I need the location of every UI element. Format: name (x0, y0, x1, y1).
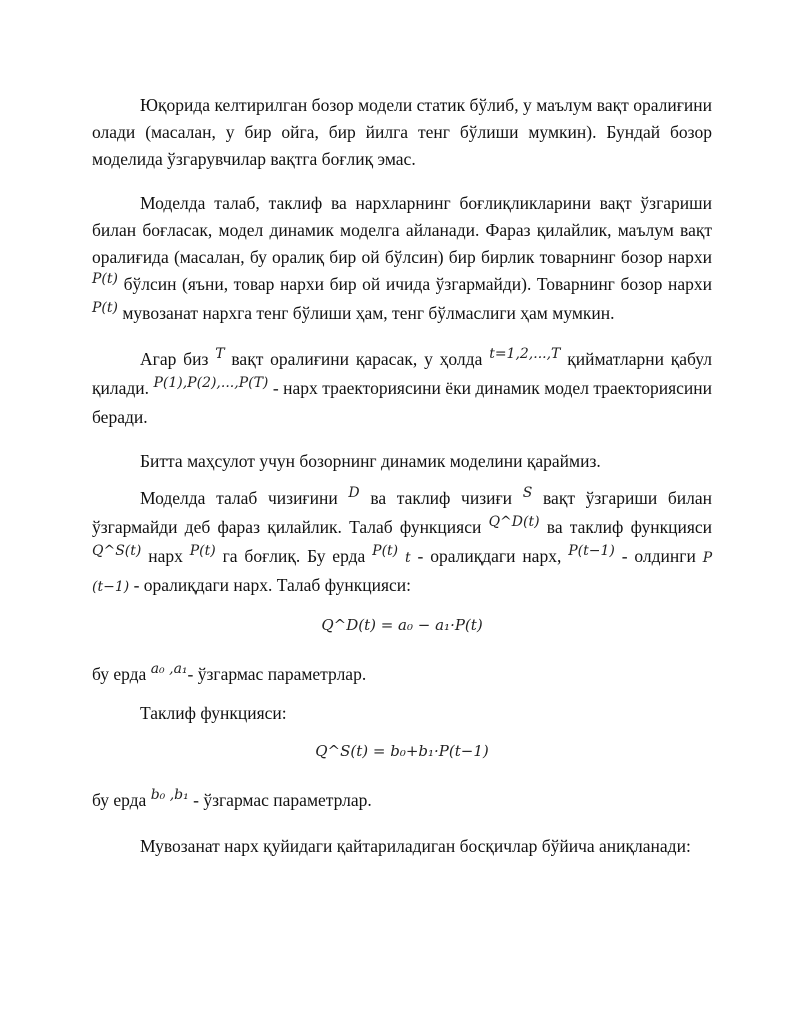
paragraph-equilibrium-steps: Мувозанат нарх қуйидаги қайтариладиган босқичлар бўйича аниқланади: (140, 836, 691, 856)
text: - олдинги (621, 546, 696, 566)
paragraph-demand-supply (92, 485, 712, 601)
math-params-b: b₀ ,b₁ (150, 787, 189, 803)
math-price-p-t: P(t) (92, 300, 118, 316)
text: Агар биз (140, 349, 209, 369)
math-t-minus-1: (t−1) (92, 579, 130, 595)
paragraph-dynamic-model (92, 190, 712, 329)
text: ва таклиф чизиғи (370, 488, 513, 508)
math-price-trajectory: P(1),P(2),...,P(T) (153, 375, 269, 391)
text: вақт ўзгариши билан ўзгармайди деб фараз қилайлик. Талаб функцияси (92, 488, 713, 537)
math-price-p-t: P(t) (189, 543, 216, 559)
text: - ўзгармас параметрлар. (187, 664, 367, 684)
math-price-p-t: P(t) (92, 271, 118, 287)
text: бу ерда (92, 790, 147, 810)
text: - нарх траекториясини ёки динамик модел траекториясини беради. (92, 378, 713, 427)
math-price-p-t: P(t) (372, 543, 399, 559)
paragraph-single-product: Битта маҳсулот учун бозорнинг динамик моделини қараймиз. (140, 451, 601, 471)
math-t: t (405, 550, 411, 566)
paragraph-static-model: Юқорида келтирилган бозор модели статик бўлиб, у маълум вақт оралиғини олади (масалан, у бир ойга, бир йилга тенг бўлиши мумкин). Бундай бозор моделида ўзгарувчилар вақтга боғлиқ эмас. (92, 95, 712, 169)
text: - оралиқдаги нарх. Талаб функцияси: (133, 575, 412, 595)
text: ва таклиф функцияси (546, 517, 713, 537)
document-page (92, 92, 712, 877)
text: бу ерда (92, 664, 147, 684)
paragraph-trajectory (92, 346, 712, 431)
math-demand-d: D (348, 485, 360, 501)
text: нарх (148, 546, 183, 566)
math-price-prev: P(t−1) (568, 543, 615, 559)
text: вақт оралиғини қарасак, у ҳолда (231, 349, 483, 369)
text: қийматларни қабул қилади. (92, 349, 713, 398)
paragraph-supply-heading: Таклиф функцияси: (140, 703, 287, 723)
math-supply-s: S (522, 485, 533, 501)
paragraph-demand-params (92, 661, 712, 690)
math-period-t: T (215, 346, 225, 362)
text: бўлсин (яъни, товар нархи бир ой ичида ўзгармайди). Товарнинг бозор нархи (123, 274, 713, 294)
equation-supply (92, 737, 712, 767)
text: Моделда талаб чизиғини (140, 488, 338, 508)
math-supply-equation: Q^S(t) = b₀+b₁·P(t−1) (315, 742, 489, 760)
math-params-a: a₀ ,a₁ (150, 661, 188, 677)
text: Моделда талаб, таклиф ва нархларнинг боғлиқликларини вақт ўзгариши билан боғласак, модел динамик моделга айланади. Фараз қилайлик, маълум вақт оралиғида (масалан, бу оралиқ бир ой бўлсин) бир бирлик товарнинг бозор нархи (92, 193, 712, 267)
math-supply-function: Q^S(t) (92, 543, 142, 559)
math-p: P (702, 550, 713, 566)
math-demand-function: Q^D(t) (488, 514, 540, 530)
text: га боғлиқ. Бу ерда (222, 546, 366, 566)
text: мувозанат нархга тенг бўлиши ҳам, тенг бўлмаслиги ҳам мумкин. (122, 303, 615, 323)
math-demand-equation: Q^D(t) = a₀ − a₁·P(t) (321, 616, 483, 634)
text: - оралиқдаги нарх, (417, 546, 562, 566)
equation-demand (92, 611, 712, 641)
paragraph-supply-params (92, 787, 712, 816)
math-t-sequence: t=1,2,...,T (489, 346, 561, 362)
text: - ўзгармас параметрлар. (193, 790, 372, 810)
